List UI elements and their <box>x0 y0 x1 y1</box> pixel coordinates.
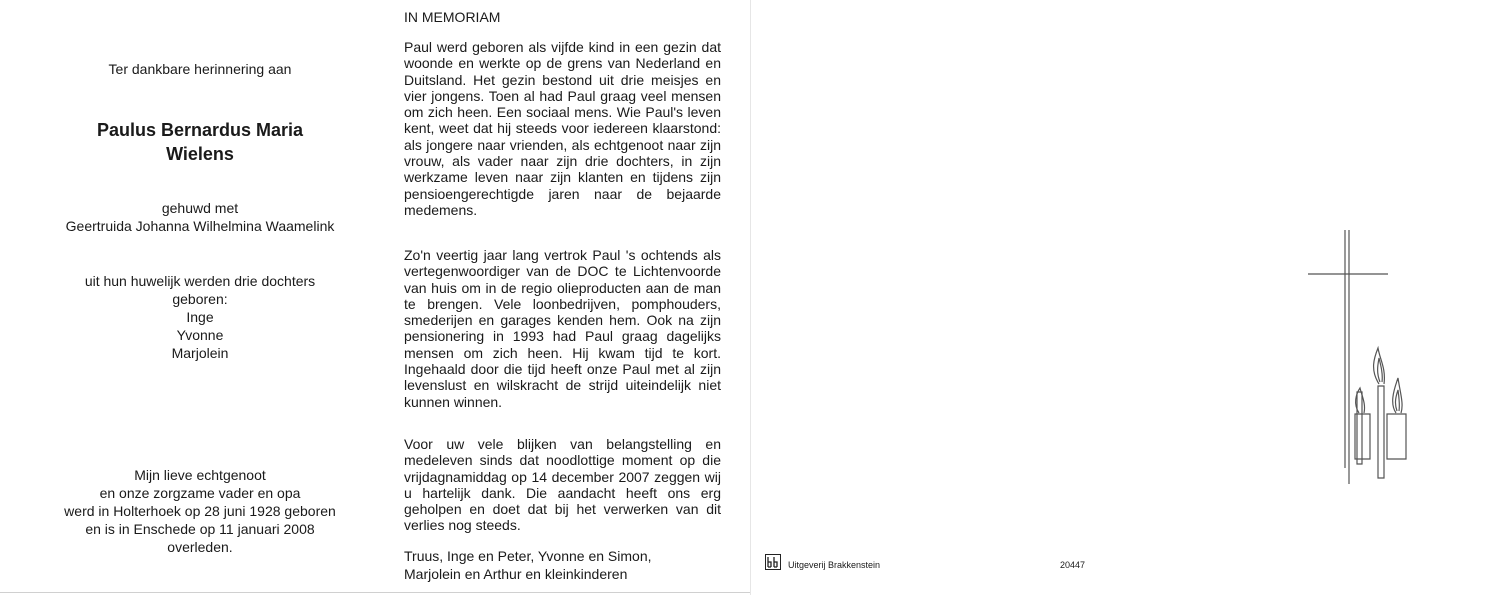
signature-line-1: Truus, Inge en Peter, Yvonne en Simon, <box>404 548 652 564</box>
publisher-name: Uitgeverij Brakkenstein <box>788 560 881 570</box>
spouse-block <box>0 199 400 235</box>
left-panel <box>0 0 375 595</box>
death-notice-line: overleden. <box>167 539 233 555</box>
death-notice-line: en onze zorgzame vader en opa <box>99 485 301 501</box>
daughters-intro-2: geboren: <box>172 291 228 307</box>
memoriam-paragraph-1: Paul werd geboren als vijfde kind in een gezin dat woonde en werkte op de grens van Nederland en Duitsland. Het gezin bestond uit drie meisjes en vier jongens. Toen al had Paul graag veel mensen om zich heen. Een sociaal mens. Wie Paul's leven kent, weet dat hij steeds voor iedereen klaarstond: als jongere naar vrienden, als echtgenoot naar zijn vrouw, als vader naar zijn drie dochters, in zijn werkzame leven naar zijn klanten en tijdens zijn pensioengerechtigde jaren naar de bejaarde medemens. <box>404 39 721 218</box>
signature-line-2: Marjolein en Arthur en kleinkinderen <box>404 566 628 582</box>
card-number: 20447 <box>1060 560 1086 570</box>
cross-with-candles-icon <box>1300 228 1420 490</box>
name-line-1: Paulus Bernardus Maria <box>96 120 304 140</box>
memoriam-paragraph-3: Voor uw vele blijken van belangstelling en medeleven sinds dat noodlottige moment op die vrijdagnamiddag op 14 december 2007 zeggen wij u hartelijk dank. Die aandacht heeft ons erg geholpen en doet dat bij het verwerken van dit verlies nog steeds. <box>404 436 721 534</box>
death-notice-line: werd in Holterhoek op 28 juni 1928 geboren <box>64 503 336 519</box>
memoriam-paragraph-2: Zo'n veertig jaar lang vertrok Paul 's ochtends als vertegenwoordiger van de DOC te Lichtenvoorde van huis om in de regio olieproducten aan de man te brengen. Vele loonbedrijven, pomphouders, smederijen en garages kenden hem. Ook na zijn pensionering in 1993 had Paul graag dagelijks mensen om zich heen. Hij kwam tijd te kort. Ingehaald door die tijd heeft onze Paul met al zijn levenslust en wilskracht de strijd uiteindelijk niet kunnen winnen. <box>404 247 721 410</box>
intro-text: Ter dankbare herinnering aan <box>108 61 292 77</box>
publisher-logo-icon <box>765 554 781 570</box>
signature-block <box>404 547 652 583</box>
daughters-intro-1: uit hun huwelijk werden drie dochters <box>84 273 316 289</box>
daughters-block <box>0 272 400 362</box>
married-label: gehuwd met <box>161 200 239 216</box>
spouse-name: Geertruida Johanna Wilhelmina Waamelink <box>65 218 335 234</box>
death-notice <box>0 466 400 556</box>
daughter-name: Inge <box>186 309 214 325</box>
bottom-edge <box>0 592 750 593</box>
daughter-name: Marjolein <box>171 345 229 361</box>
death-notice-line: en is in Enschede op 11 januari 2008 <box>85 521 315 537</box>
fold-line <box>750 0 751 595</box>
name-line-2: Wielens <box>166 144 234 164</box>
deceased-name <box>0 118 400 166</box>
memoriam-heading: IN MEMORIAM <box>404 9 501 25</box>
death-notice-line: Mijn lieve echtgenoot <box>134 467 266 483</box>
daughter-name: Yvonne <box>176 327 224 343</box>
